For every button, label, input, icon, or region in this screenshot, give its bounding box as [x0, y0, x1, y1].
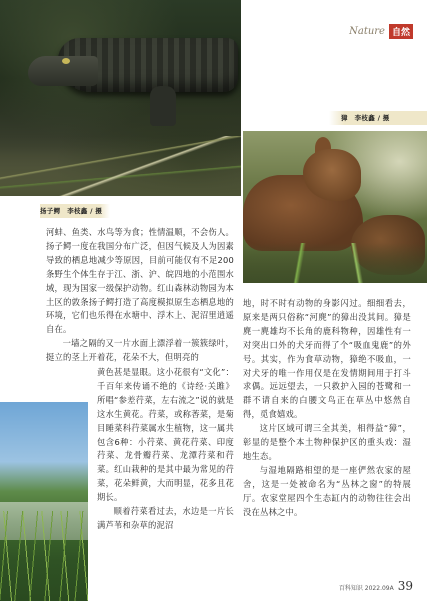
paragraph: 一墙之隔的又一片水面上漂浮着一簇簇绿叶，挺立的茎上开着花，花朵不大，但明亮的: [46, 338, 234, 363]
magazine-issue: 百科知识 2022.09A: [338, 585, 394, 592]
alligator-eye-shape: [62, 58, 70, 64]
paragraph: 这片区域可谓三全其美，相得益“獐”，彰显的是整个本土物种保护区的重头戏：湿地生态。: [243, 423, 411, 461]
paragraph: 顺着荇菜看过去，水边是一片长满芦苇和杂草的泥沼: [97, 506, 234, 530]
section-tag: [349, 24, 413, 39]
article-text-left-mid: [97, 366, 234, 533]
section-label-cn: 自然: [389, 24, 413, 39]
alligator-leg-shape: [150, 86, 176, 126]
grass-foreground: [0, 136, 241, 196]
deer-grass: [243, 243, 427, 283]
section-label-en: Nature: [349, 26, 385, 37]
article-text-right: [243, 297, 411, 520]
article-text-left-top: [46, 226, 234, 365]
paragraph: 与湿地隔路相望的是一座俨然农家的屋舍，这是一处被命名为“丛林之窗”的特展厅。农家堂屋四个生态缸内的动物往往会出没在丛林之中。: [243, 464, 411, 517]
alligator-photo-caption: 扬子鳄 李枝鑫 / 摄: [40, 204, 110, 218]
deer-photo-caption: 獐 李枝鑫 / 摄: [329, 111, 427, 125]
alligator-photo: [0, 0, 241, 196]
deer-photo: [243, 131, 427, 283]
reeds: [0, 511, 88, 601]
paragraph: 河蚌、鱼类、水鸟等为食；性情温顺，不会伤人。扬子鳄一度在我国分布广泛，但因气候及人为因素导致的栖息地减少等原因，目前可能仅有不足200条野生个体生存于江、浙、沪、皖四地的小范围水域，现为国家一级保护动物。红山森林动物园为本土区的敦条扬子鳄打造了高度模拟原生态栖息地的环境，它们也乐得在水塘中、浮木上、泥沼里逍遥自在。: [46, 227, 234, 335]
page-footer: [339, 579, 413, 593]
page-number: 39: [397, 579, 413, 593]
paragraph: 地，时不时有动物的身影闪过。细细看去，原来是两只俗称“河麂”的獐出没其间。獐是麂一麂雄均不长角的鹿科物种，因雄性有一对突出口外的犬牙而得了个“吸血鬼鹿”的外号。其实，作为食草动物，獐绝不吸血，一对犬牙的唯一作用仅是在发情期间用于打斗求偶。远远望去，一只救护入园的苍鹭和一群不请自来的白腰文鸟正在草丛中悠然自得，觅食嬉戏。: [243, 298, 411, 420]
wetland-photo: [0, 402, 88, 601]
paragraph: 黄色甚是显眼。这小花很有“文化”：千百年来传诵不绝的《诗经·关雎》所唱“参差荇菜，左右流之”说的就是这水生黄花。荇菜，或称莕菜，是菊目睡菜科荇菜属水生植物，这一属共包含6种：小荇菜、黄花荇菜、印度荇菜、龙骨瓣荇菜、龙潭荇菜和荇菜。红山栽种的是其中最为常见的荇菜，花朵鲜黄，大而明显，花多且花期长。: [97, 367, 234, 503]
